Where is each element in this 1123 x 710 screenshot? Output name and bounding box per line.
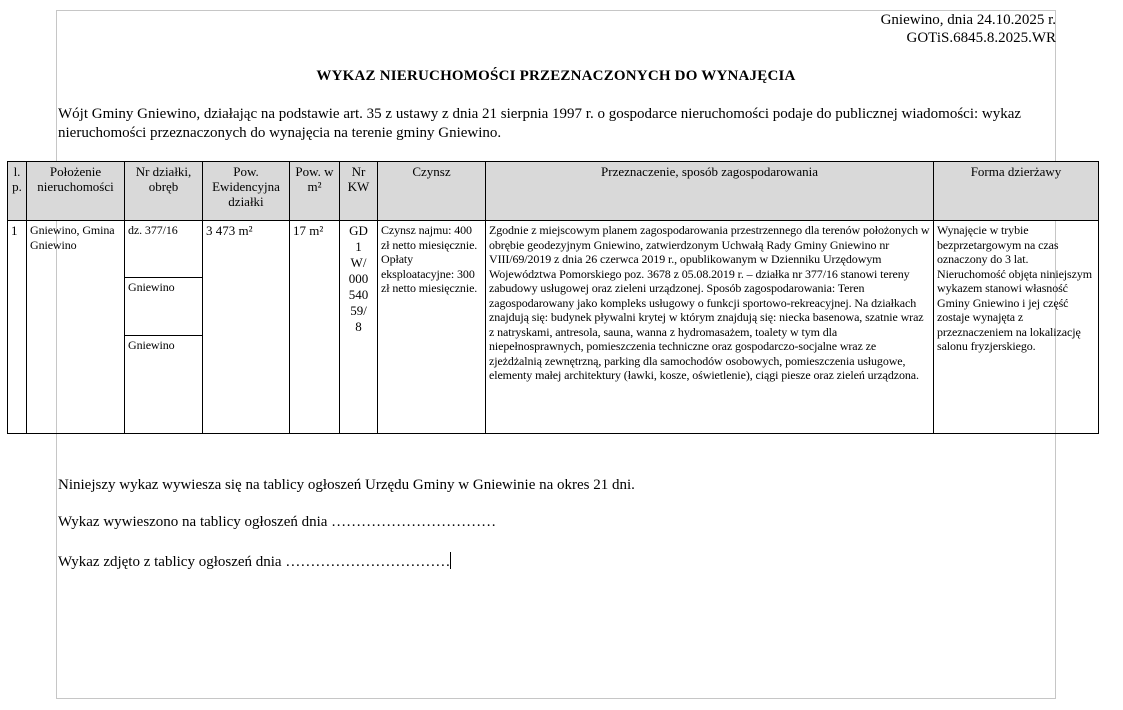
header-area: Pow. w m² [290,162,340,221]
footer-posted-date: Wykaz wywieszono na tablicy ogłoszeń dnia …………………………… [58,514,497,530]
property-table [7,161,1099,434]
cell-area: 17 m² [290,221,340,434]
cell-parcel [125,221,203,434]
cell-area-records: 3 473 m² [203,221,290,434]
header-kw: Nr KW [340,162,378,221]
reference-number: GOTiS.6845.8.2025.WR [906,30,1056,46]
header-rent: Czynsz [378,162,486,221]
table-row [8,221,1099,434]
header-area-records: Pow. Ewidencyjna działki [203,162,290,221]
document-title: WYKAZ NIERUCHOMOŚCI PRZEZNACZONYCH DO WYNAJĘCIA [316,68,796,84]
cell-location: Gniewino, Gmina Gniewino [27,221,125,434]
parcel-precinct-1: Gniewino [125,278,202,336]
cell-lease-form: Wynajęcie w trybie bezprzetargowym na czas oznaczony do 3 lat. Nieruchomość objęta niniejszym wykazem stanowi własność Gminy Gniewino i jej część zostaje wynajęta z przeznaczeniem na lokalizację salonu fryzjerskiego. [934,221,1099,434]
document-header [881,11,1056,47]
text-cursor [450,552,451,569]
header-purpose: Przeznaczenie, sposób zagospodarowania [486,162,934,221]
header-location: Położenie nieruchomości [27,162,125,221]
place-and-date: Gniewino, dnia 24.10.2025 r. [880,12,1056,28]
table-header-row [8,162,1099,221]
cell-lp: 1 [8,221,27,434]
cell-rent: Czynsz najmu: 400 zł netto miesięcznie. Opłaty eksploatacyjne: 300 zł netto miesięcznie. [378,221,486,434]
intro-paragraph: Wójt Gminy Gniewino, działając na podstawie art. 35 z ustawy z dnia 21 sierpnia 1997 r. o gospodarce nieruchomości podaje do publicznej wiadomości: wykaz nieruchomości przeznaczonych do wynajęcia na terenie gminy Gniewino. [58,106,1022,141]
footer-removed-date-line[interactable] [58,552,451,571]
header-lp: l. p. [8,162,27,221]
parcel-number: dz. 377/16 [125,221,202,278]
cell-purpose: Zgodnie z miejscowym planem zagospodarowania przestrzennego dla terenów położonych w obrębie geodezyjnym Gniewino, zatwierdzonym Uchwałą Rady Gminy Gniewino nr VIII/69/2019 z dnia 26 czerwca 2019 r., opublikowanym w Dzienniku Urzędowym Województwa Pomorskiego poz. 3678 z 05.08.2019 r. – działka nr 377/16 stanowi tereny zabudowy usługowej oraz zieleni urządzonej. Sposób zagospodarowania: Teren zagospodarowany jako kompleks usługowy o funkcji sportowo-rekreacyjnej. Na działkach znajdują się: budynek pływalni krytej w którym znajdują się: niecka basenowa, szatnie wraz z natryskami, antresola, sauna, wanna z hydromasażem, toalety w tym dla niepełnosprawnych, pomieszczenia techniczne oraz gospodarczo-socjalne wraz ze zjeżdżalnią zewnętrzną, parking dla samochodów osobowych, pomieszczenia usługowe, elementy małej architektury (ławki, kosze, oświetlenie), ciągi piesze oraz zieleń urządzona. [486,221,934,434]
header-parcel: Nr działki, obręb [125,162,203,221]
footer-removed-date: Wykaz zdjęto z tablicy ogłoszeń dnia …………………………… [58,554,451,570]
footer-notice: Niniejszy wykaz wywiesza się na tablicy ogłoszeń Urzędu Gminy w Gniewinie na okres 21 dni. [58,477,635,493]
cell-kw: GD1W/00054059/8 [340,221,378,434]
parcel-precinct-2: Gniewino [128,338,175,352]
header-lease-form: Forma dzierżawy [934,162,1099,221]
